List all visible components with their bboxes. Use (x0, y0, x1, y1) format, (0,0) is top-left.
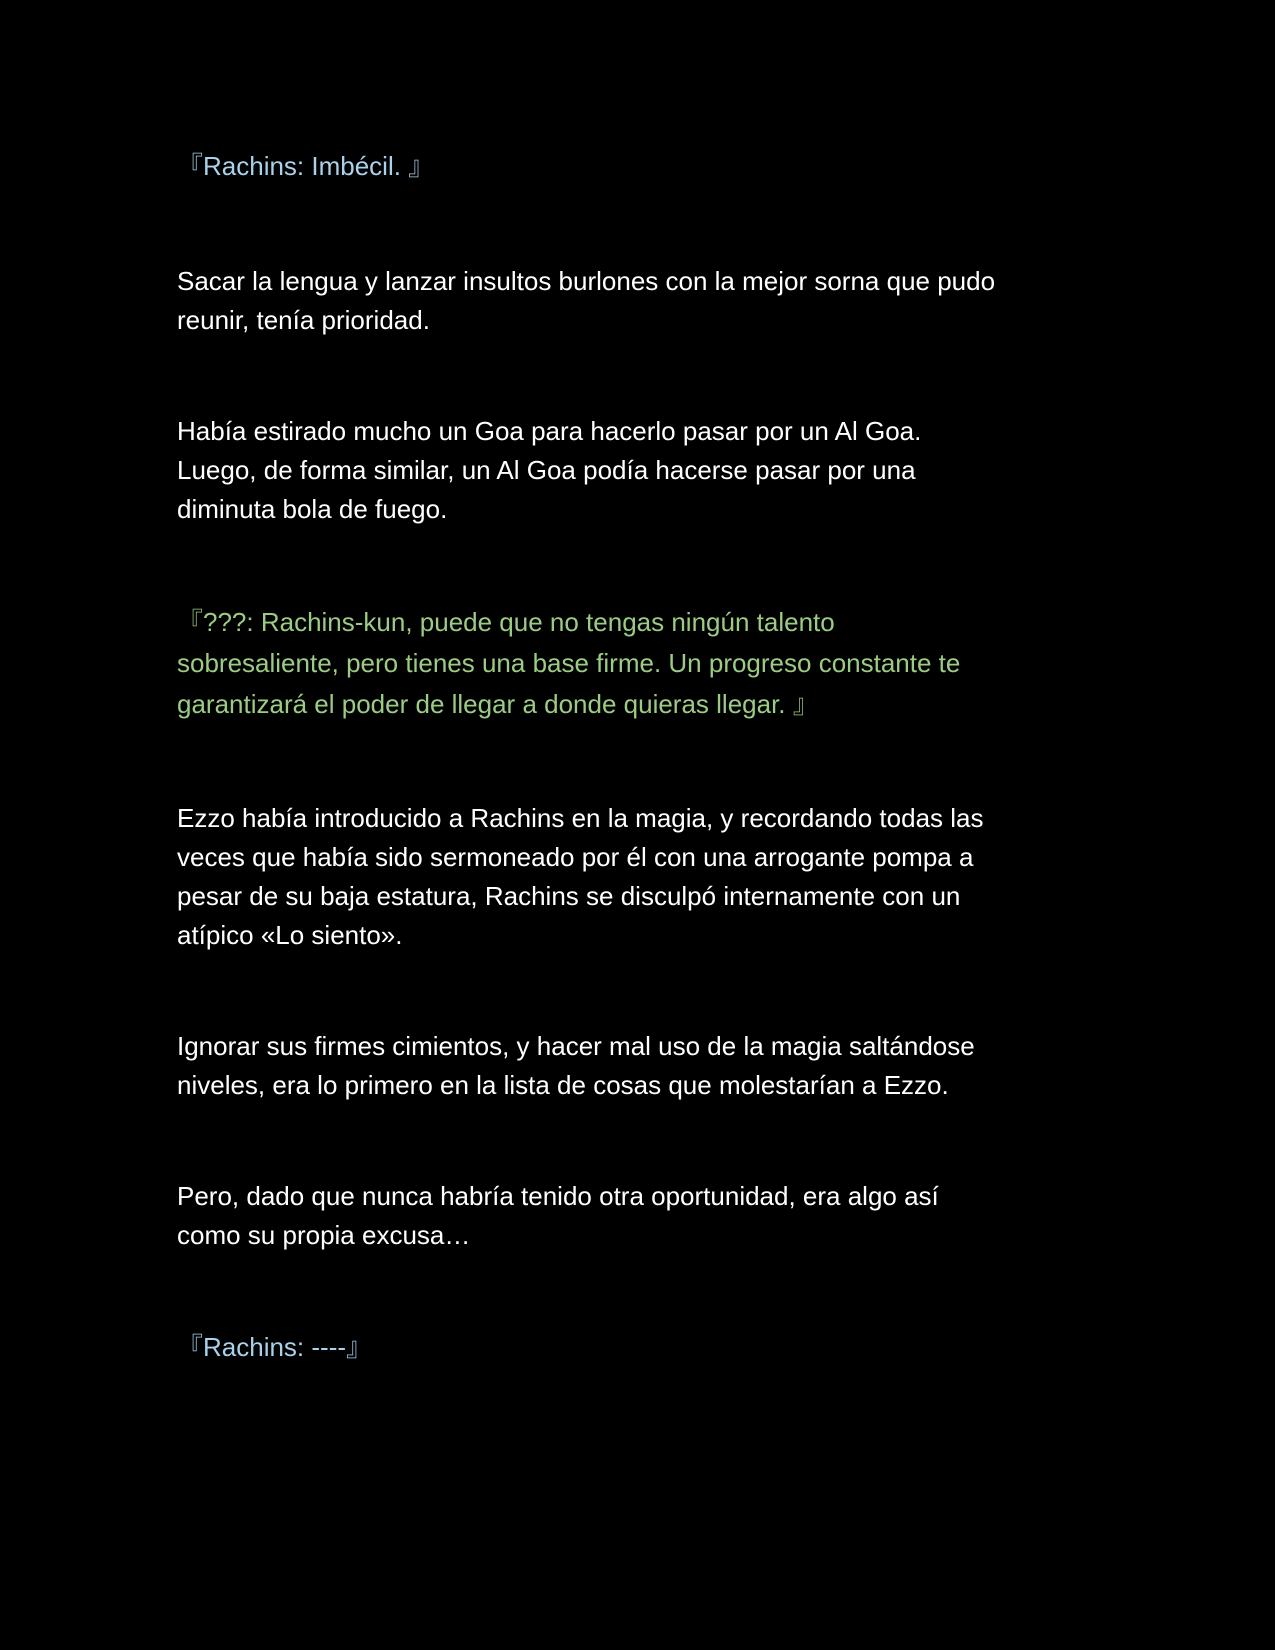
line: como su propia excusa… (177, 1220, 471, 1250)
line: niveles, era lo primero en la lista de cosas que molestarían a Ezzo. (177, 1070, 949, 1100)
line: Ignorar sus firmes cimientos, y hacer mal uso de la magia saltándose (177, 1031, 975, 1061)
narration-paragraph-4 (177, 1027, 1107, 1105)
dialogue-rachins-2 (177, 1328, 1107, 1367)
line: 『???: Rachins-kun, puede que no tengas ningún talento (177, 607, 835, 637)
narration-paragraph-3 (177, 799, 1107, 955)
line: pesar de su baja estatura, Rachins se disculpó internamente con un (177, 881, 961, 911)
line: Había estirado mucho un Goa para hacerlo pasar por un Al Goa. (177, 416, 922, 446)
line: Luego, de forma similar, un Al Goa podía hacerse pasar por una (177, 455, 916, 485)
line: sobresaliente, pero tienes una base firme. Un progreso constante te (177, 648, 961, 678)
line: Sacar la lengua y lanzar insultos burlones con la mejor sorna que pudo (177, 266, 996, 296)
line: diminuta bola de fuego. (177, 494, 448, 524)
line: reunir, tenía prioridad. (177, 305, 430, 335)
line: atípico «Lo siento». (177, 920, 403, 950)
narration-paragraph-1 (177, 262, 1107, 340)
line: Pero, dado que nunca habría tenido otra oportunidad, era algo así (177, 1181, 939, 1211)
dialogue-rachins-1 (177, 147, 1107, 186)
line: veces que había sido sermoneado por él con una arrogante pompa a (177, 842, 974, 872)
narration-paragraph-5 (177, 1177, 1107, 1255)
line: Ezzo había introducido a Rachins en la magia, y recordando todas las (177, 803, 984, 833)
narration-paragraph-2 (177, 412, 1107, 529)
dialogue-mentor (177, 602, 1107, 725)
line: 『Rachins: ----』 (177, 1332, 373, 1362)
line: 『Rachins: Imbécil. 』 (177, 151, 435, 181)
line: garantizará el poder de llegar a donde quieras llegar. 』 (177, 689, 819, 719)
